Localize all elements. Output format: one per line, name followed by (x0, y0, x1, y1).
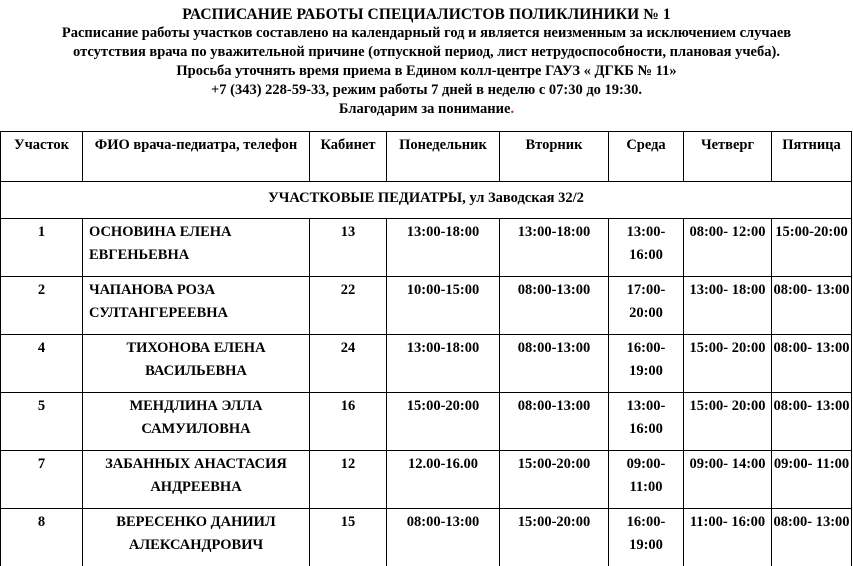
thanks-text: Благодарим за понимание (339, 101, 511, 117)
table-row (1, 219, 852, 277)
column-header: Среда (609, 132, 684, 182)
uchastok-cell: 2 (1, 277, 83, 335)
notice-line-2: отсутствия врача по уважительной причине (отпускной период, лист нетрудоспособности, плановая учеба). (0, 43, 853, 62)
table-row (1, 451, 852, 509)
tuesday-cell: 15:00-20:00 (500, 509, 609, 566)
table-header-row (1, 132, 852, 182)
wednesday-cell: 16:00- 19:00 (609, 335, 684, 393)
doctor-name-cell: ОСНОВИНА ЕЛЕНА ЕВГЕНЬЕВНА (83, 219, 310, 277)
column-header: Кабинет (310, 132, 387, 182)
tuesday-cell: 08:00-13:00 (500, 335, 609, 393)
uchastok-cell: 8 (1, 509, 83, 566)
thursday-cell: 09:00- 14:00 (684, 451, 772, 509)
wednesday-cell: 13:00- 16:00 (609, 393, 684, 451)
column-header: Понедельник (387, 132, 500, 182)
kabinet-cell: 22 (310, 277, 387, 335)
thursday-cell: 11:00- 16:00 (684, 509, 772, 566)
schedule-table (0, 131, 852, 566)
schedule-header (0, 0, 853, 119)
column-header: Четверг (684, 132, 772, 182)
monday-cell: 13:00-18:00 (387, 335, 500, 393)
thursday-cell: 13:00- 18:00 (684, 277, 772, 335)
table-row (1, 509, 852, 566)
wednesday-cell: 16:00- 19:00 (609, 509, 684, 566)
wednesday-cell: 13:00- 16:00 (609, 219, 684, 277)
notice-line-1: Расписание работы участков составлено на календарный год и является неизменным за исключением случаев (0, 24, 853, 43)
uchastok-cell: 4 (1, 335, 83, 393)
table-row (1, 277, 852, 335)
notice-line-4: +7 (343) 228-59-33, режим работы 7 дней в неделю с 07:30 до 19:30. (0, 81, 853, 100)
thursday-cell: 08:00- 12:00 (684, 219, 772, 277)
monday-cell: 08:00-13:00 (387, 509, 500, 566)
kabinet-cell: 13 (310, 219, 387, 277)
friday-cell: 08:00- 13:00 (772, 277, 852, 335)
tuesday-cell: 08:00-13:00 (500, 393, 609, 451)
wednesday-cell: 17:00- 20:00 (609, 277, 684, 335)
uchastok-cell: 5 (1, 393, 83, 451)
page-title: РАСПИСАНИЕ РАБОТЫ СПЕЦИАЛИСТОВ ПОЛИКЛИНИКИ № 1 (0, 6, 853, 24)
doctor-name-cell: ВЕРЕСЕНКО ДАНИИЛ АЛЕКСАНДРОВИЧ (83, 509, 310, 566)
column-header: Пятница (772, 132, 852, 182)
column-header: Вторник (500, 132, 609, 182)
monday-cell: 10:00-15:00 (387, 277, 500, 335)
tuesday-cell: 13:00-18:00 (500, 219, 609, 277)
column-header: ФИО врача-педиатра, телефон (83, 132, 310, 182)
friday-cell: 15:00-20:00 (772, 219, 852, 277)
table-row (1, 335, 852, 393)
doctor-name-cell: ЧАПАНОВА РОЗА СУЛТАНГЕРЕЕВНА (83, 277, 310, 335)
doctor-name-cell: ТИХОНОВА ЕЛЕНА ВАСИЛЬЕВНА (83, 335, 310, 393)
uchastok-cell: 1 (1, 219, 83, 277)
doctor-name-cell: ЗАБАННЫХ АНАСТАСИЯ АНДРЕЕВНА (83, 451, 310, 509)
monday-cell: 13:00-18:00 (387, 219, 500, 277)
kabinet-cell: 16 (310, 393, 387, 451)
kabinet-cell: 12 (310, 451, 387, 509)
kabinet-cell: 24 (310, 335, 387, 393)
wednesday-cell: 09:00- 11:00 (609, 451, 684, 509)
friday-cell: 09:00- 11:00 (772, 451, 852, 509)
friday-cell: 08:00- 13:00 (772, 509, 852, 566)
section-row (1, 182, 852, 219)
friday-cell: 08:00- 13:00 (772, 393, 852, 451)
section-title: УЧАСТКОВЫЕ ПЕДИАТРЫ, ул Заводская 32/2 (1, 182, 852, 219)
doctor-name-cell: МЕНДЛИНА ЭЛЛА САМУИЛОВНА (83, 393, 310, 451)
notice-line-3: Просьба уточнять время приема в Едином колл-центре ГАУЗ « ДГКБ № 11» (0, 62, 853, 81)
thanks-period: . (510, 101, 514, 117)
monday-cell: 15:00-20:00 (387, 393, 500, 451)
uchastok-cell: 7 (1, 451, 83, 509)
friday-cell: 08:00- 13:00 (772, 335, 852, 393)
table-row (1, 393, 852, 451)
tuesday-cell: 15:00-20:00 (500, 451, 609, 509)
thursday-cell: 15:00- 20:00 (684, 335, 772, 393)
column-header: Участок (1, 132, 83, 182)
monday-cell: 12.00-16.00 (387, 451, 500, 509)
tuesday-cell: 08:00-13:00 (500, 277, 609, 335)
kabinet-cell: 15 (310, 509, 387, 566)
thursday-cell: 15:00- 20:00 (684, 393, 772, 451)
notice-line-5 (0, 100, 853, 119)
